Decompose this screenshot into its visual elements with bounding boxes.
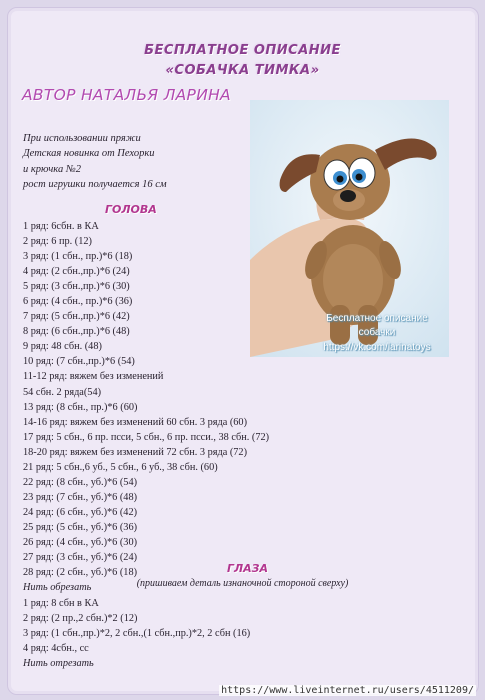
- watermark-line2: собачки: [358, 327, 396, 338]
- intro-text: [23, 131, 167, 192]
- instruction-row: 9 ряд: 48 сбн. (48): [23, 341, 102, 353]
- instruction-row: 17 ряд: 5 сбн., 6 пр. псси, 5 сбн., 6 пр. псси., 38 сбн. (72): [23, 431, 270, 443]
- instruction-row: 18-20 ряд: вяжем без изменений 72 сбн. 3 ряда (72): [23, 446, 248, 458]
- instruction-row: 10 ряд: (7 сбн.,пр.)*6 (54): [23, 356, 135, 368]
- document-title-line1: БЕСПЛАТНОЕ ОПИСАНИЕ: [144, 43, 341, 58]
- section-title-eyes: ГЛАЗА: [227, 562, 268, 575]
- instruction-row: 25 ряд: (5 сбн., уб.)*6 (36): [23, 521, 138, 533]
- author-heading: АВТОР НАТАЛЬЯ ЛАРИНА: [22, 86, 231, 104]
- instruction-row: 24 ряд: (6 сбн., уб.)*6 (42): [23, 506, 138, 518]
- instruction-row: 1 ряд: 8 сбн в КА: [23, 598, 99, 609]
- instruction-row: 7 ряд: (5 сбн.,пр.)*6 (42): [23, 311, 130, 323]
- head-instructions-list: [23, 219, 269, 595]
- intro-line: и крючка №2: [23, 163, 81, 175]
- instruction-row: 2 ряд: (2 пр.,2 сбн.)*2 (12): [23, 613, 138, 625]
- intro-line: Детская новинка от Пехорки: [23, 148, 155, 160]
- instruction-row: 2 ряд: 6 пр. (12): [23, 236, 92, 248]
- cut-yarn-note: Нить отрезать: [23, 658, 94, 670]
- instruction-row: 27 ряд: (3 сбн., уб.)*6 (24): [23, 552, 138, 564]
- instruction-row: 6 ряд: (4 сбн., пр.)*6 (36): [23, 296, 133, 308]
- watermark-line1: Бесплатное описание: [326, 313, 428, 324]
- watermark-link[interactable]: https://vk.com/larinatoys: [323, 342, 431, 353]
- instruction-row: 22 ряд: (8 сбн., уб.)*6 (54): [23, 476, 138, 488]
- source-url[interactable]: https://www.liveinternet.ru/users/4511209/: [221, 685, 474, 696]
- eyes-instructions-list: [23, 596, 250, 671]
- section-title-head: ГОЛОВА: [105, 203, 157, 216]
- instruction-row: 54 сбн. 2 ряда(54): [23, 386, 102, 398]
- intro-line: рост игрушки получается 16 см: [23, 178, 167, 190]
- instruction-row: 3 ряд: (1 сбн., пр.)*6 (18): [23, 251, 133, 263]
- cut-yarn-note: Нить обрезать: [23, 582, 92, 594]
- instruction-row: 1 ряд: 6сбн. в КА: [23, 221, 99, 232]
- eyes-note: (пришиваем деталь изнаночной стороной сверху): [136, 578, 349, 589]
- instruction-row: 4 ряд: (2 сбн.,пр.)*6 (24): [23, 266, 130, 278]
- instruction-row: 23 ряд: (7 сбн., уб.)*6 (48): [23, 491, 138, 503]
- instruction-row: 13 ряд: (8 сбн., пр.)*6 (60): [23, 401, 138, 413]
- instruction-row: 21 ряд: 5 сбн.,6 уб., 5 сбн., 6 уб., 38 сбн. (60): [23, 461, 218, 473]
- document-title-line2: «СОБАЧКА ТИМКА»: [165, 63, 320, 78]
- instruction-row: 14-16 ряд: вяжем без изменений 60 сбн. 3 ряда (60): [23, 416, 248, 428]
- instruction-row: 26 ряд: (4 сбн., уб.)*6 (30): [23, 536, 138, 548]
- instruction-row: 4 ряд: 4сбн., сс: [23, 643, 89, 655]
- instruction-row: 3 ряд: (1 сбн.,пр.)*2, 2 сбн.,(1 сбн.,пр.)*2, 2 сбн (16): [23, 628, 251, 640]
- instruction-row: 11-12 ряд: вяжем без изменений: [23, 371, 164, 383]
- instruction-row: 5 ряд: (3 сбн.,пр.)*6 (30): [23, 281, 130, 293]
- instruction-row: 8 ряд: (6 сбн.,пр.)*6 (48): [23, 326, 130, 338]
- intro-line: При использовании пряжи: [23, 133, 141, 144]
- instruction-row: 28 ряд: (2 сбн., уб.)*6 (18): [23, 567, 138, 579]
